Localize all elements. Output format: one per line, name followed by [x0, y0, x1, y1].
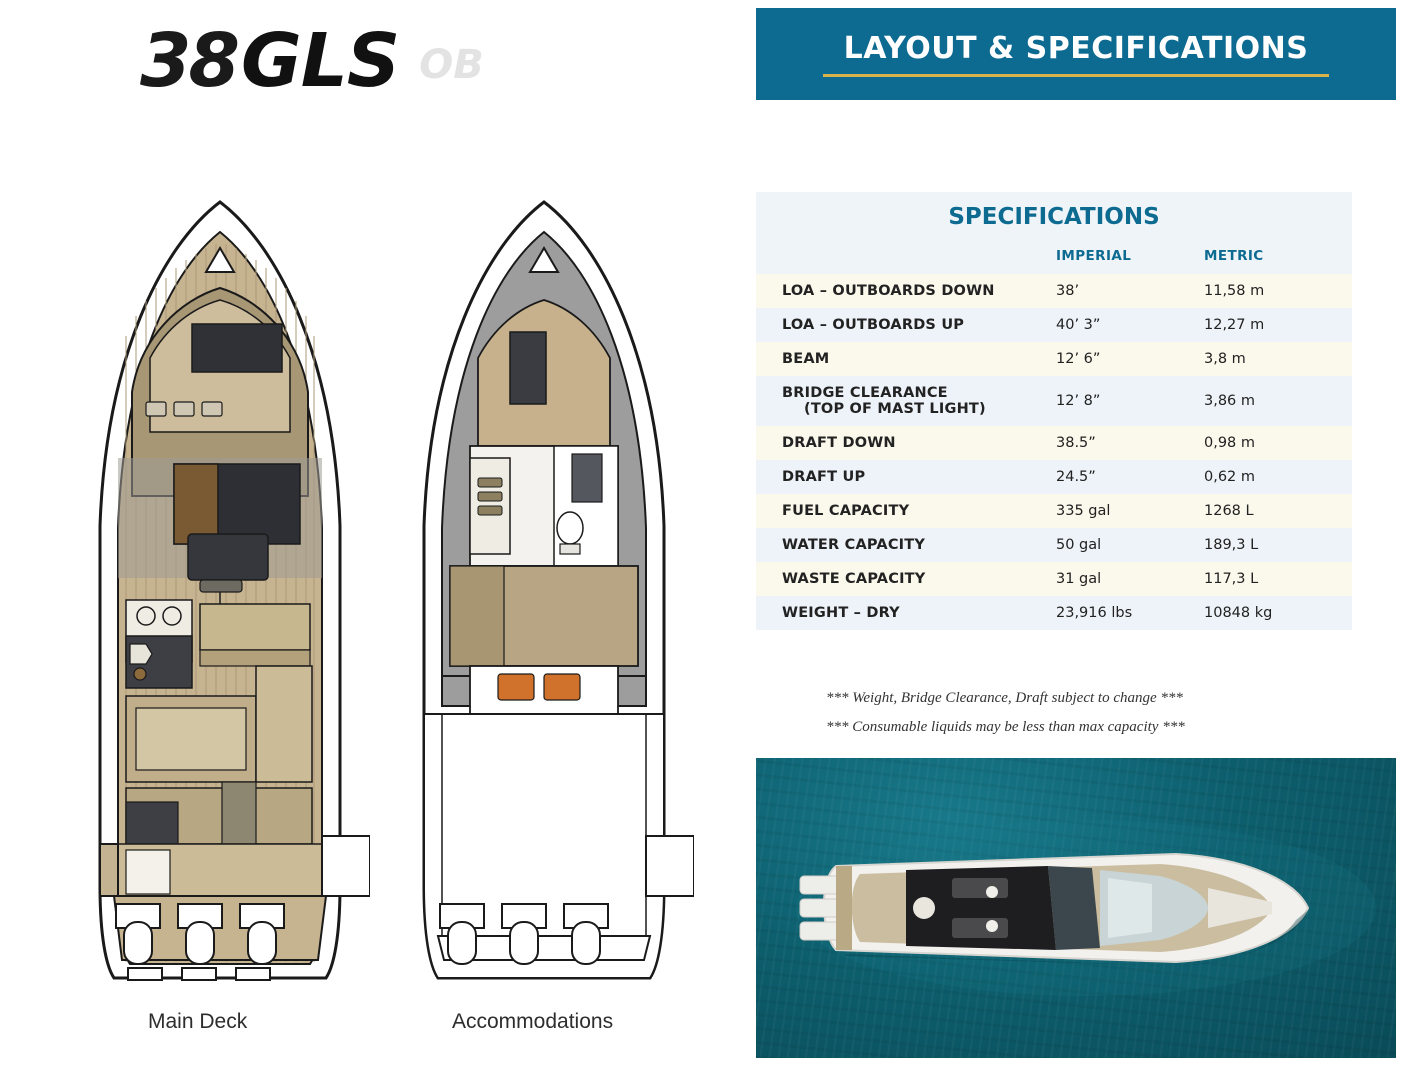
spec-imperial: 12’ 8”: [1056, 376, 1204, 426]
spec-metric: 1268 L: [1204, 494, 1352, 528]
spec-label: FUEL CAPACITY: [756, 494, 1056, 528]
spec-metric: 10848 kg: [1204, 596, 1352, 630]
spec-metric: 3,86 m: [1204, 376, 1352, 426]
specifications-panel: [756, 0, 1405, 1080]
column-header-blank: [756, 244, 1056, 274]
table-row: [756, 460, 1352, 494]
table-row: [756, 342, 1352, 376]
table-row: [756, 562, 1352, 596]
accommodations-caption: Accommodations: [452, 1010, 614, 1033]
table-row: [756, 596, 1352, 630]
table-row: [756, 528, 1352, 562]
main-deck-caption: Main Deck: [148, 1010, 248, 1033]
spec-label: LOA – OUTBOARDS UP: [756, 308, 1056, 342]
header-divider: [823, 74, 1329, 77]
spec-imperial: 50 gal: [1056, 528, 1204, 562]
spec-label: WATER CAPACITY: [756, 528, 1056, 562]
accommodations-drawing: [394, 196, 694, 986]
spec-metric: 117,3 L: [1204, 562, 1352, 596]
table-header-row: [756, 244, 1352, 274]
spec-imperial: 38’: [1056, 274, 1204, 308]
spec-imperial: 38.5”: [1056, 426, 1204, 460]
header-banner: [756, 8, 1396, 100]
spec-imperial: 12’ 6”: [1056, 342, 1204, 376]
spec-metric: 11,58 m: [1204, 274, 1352, 308]
table-row: [756, 426, 1352, 460]
spec-label: WASTE CAPACITY: [756, 562, 1056, 596]
model-series: GLS: [240, 18, 400, 104]
column-header-metric: METRIC: [1204, 244, 1352, 274]
specifications-title: SPECIFICATIONS: [756, 192, 1352, 244]
spec-metric: 0,98 m: [1204, 426, 1352, 460]
note-line: *** Consumable liquids may be less than max capacity ***: [826, 718, 1185, 735]
accommodations-outboards: [424, 902, 644, 972]
main-deck-drawing: [70, 196, 370, 986]
spec-imperial: 335 gal: [1056, 494, 1204, 528]
spec-label: [756, 376, 1056, 426]
spec-label: WEIGHT – DRY: [756, 596, 1056, 630]
spec-imperial: 40’ 3”: [1056, 308, 1204, 342]
specifications-table: [756, 244, 1352, 630]
spec-imperial: 24.5”: [1056, 460, 1204, 494]
model-title: [140, 18, 484, 104]
model-number: 38: [140, 18, 237, 104]
boat-aerial-photo: [756, 758, 1396, 1058]
header-title: LAYOUT & SPECIFICATIONS: [843, 31, 1309, 66]
boat-photo-illustration: [756, 758, 1396, 1058]
specifications-table-container: [756, 192, 1352, 630]
spec-metric: 0,62 m: [1204, 460, 1352, 494]
table-row: [756, 376, 1352, 426]
column-header-imperial: IMPERIAL: [1056, 244, 1204, 274]
spec-label-sub: (TOP OF MAST LIGHT): [804, 401, 986, 417]
spec-label: BEAM: [756, 342, 1056, 376]
spec-label-main: BRIDGE CLEARANCE: [782, 385, 948, 401]
model-variant: OB: [419, 42, 484, 88]
spec-label: DRAFT UP: [756, 460, 1056, 494]
table-row: [756, 308, 1352, 342]
spec-metric: 3,8 m: [1204, 342, 1352, 376]
spec-label: DRAFT DOWN: [756, 426, 1056, 460]
spec-imperial: 31 gal: [1056, 562, 1204, 596]
main-deck-outboards: [100, 902, 320, 972]
spec-metric: 12,27 m: [1204, 308, 1352, 342]
table-row: [756, 494, 1352, 528]
table-row: [756, 274, 1352, 308]
spec-label: LOA – OUTBOARDS DOWN: [756, 274, 1056, 308]
spec-imperial: 23,916 lbs: [1056, 596, 1204, 630]
spec-metric: 189,3 L: [1204, 528, 1352, 562]
note-line: *** Weight, Bridge Clearance, Draft subject to change ***: [826, 690, 1183, 706]
disclaimer-notes: [826, 684, 1366, 741]
